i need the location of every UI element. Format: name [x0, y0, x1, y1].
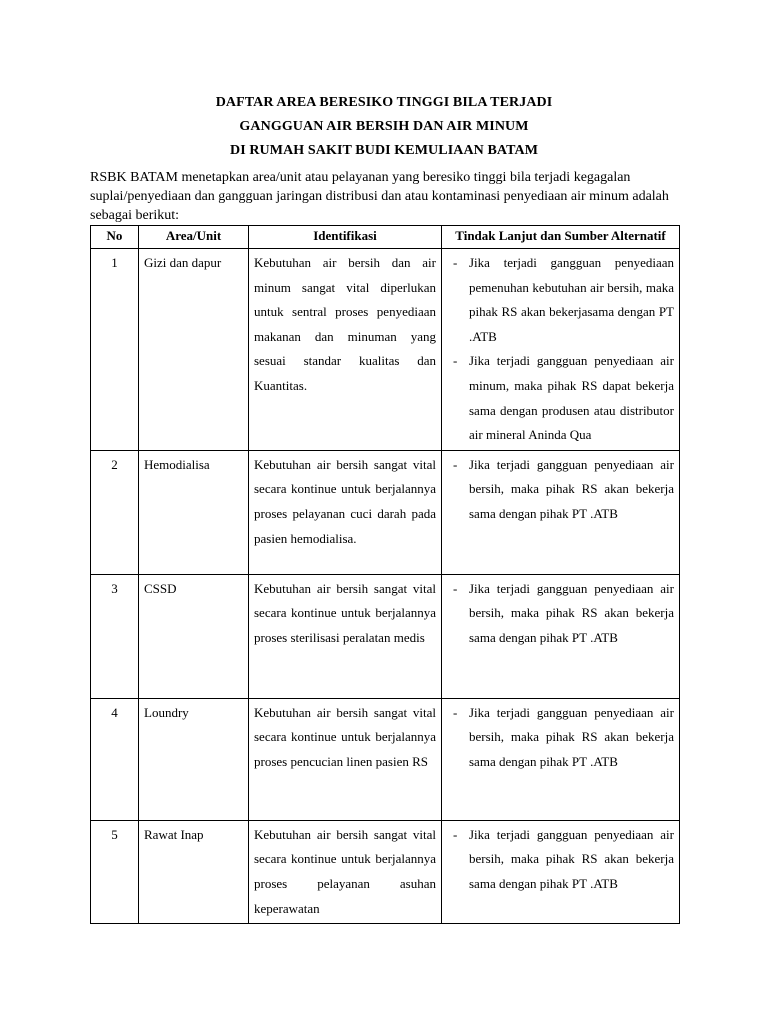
cell-identifikasi: Kebutuhan air bersih sangat vital secara kontinue untuk berjalannya proses pelayanan cuci darah pada pasien hemodialisa. — [249, 450, 442, 574]
table-row — [91, 450, 680, 574]
bullet-dash: - — [453, 353, 458, 369]
bullet-dash: - — [453, 255, 458, 270]
table-row — [91, 698, 680, 820]
tindak-lanjut-text: Jika terjadi gangguan penyediaan air bersih, maka pihak RS akan bekerja sama dengan pihak PT .ATB — [469, 580, 674, 645]
cell-no: 2 — [91, 450, 139, 574]
tindak-lanjut-text: Jika terjadi gangguan penyediaan pemenuhan kebutuhan air bersih, maka pihak RS akan bekerjasama dengan PT .ATB — [469, 255, 674, 344]
table-header-row — [91, 226, 680, 249]
cell-tindak-lanjut — [442, 820, 680, 923]
header-area-unit: Area/Unit — [139, 226, 249, 249]
cell-tindak-lanjut — [442, 698, 680, 820]
tindak-lanjut-text: Jika terjadi gangguan penyediaan air bersih, maka pihak RS akan bekerja sama dengan pihak PT .ATB — [469, 456, 674, 521]
tindak-lanjut-text: Jika terjadi gangguan penyediaan air minum, maka pihak RS dapat bekerja sama dengan produsen atau distributor air mineral Aninda Qua — [469, 353, 674, 443]
header-no: No — [91, 226, 139, 249]
cell-tindak-lanjut — [442, 574, 680, 698]
header-tindak-lanjut: Tindak Lanjut dan Sumber Alternatif — [442, 226, 680, 249]
risk-area-table — [90, 225, 680, 924]
cell-area: CSSD — [139, 574, 249, 698]
tindak-lanjut-text: Jika terjadi gangguan penyediaan air bersih, maka pihak RS akan bekerja sama dengan pihak PT .ATB — [469, 826, 674, 891]
cell-identifikasi: Kebutuhan air bersih sangat vital secara kontinue untuk berjalannya proses pelayanan asuhan keperawatan — [249, 820, 442, 923]
intro-paragraph: RSBK BATAM menetapkan area/unit atau pelayanan yang beresiko tinggi bila terjadi kegagalan suplai/penyediaan dan gangguan jaringan distribusi dan atau kontaminasi penyediaan air minum adalah sebagai berikut: — [90, 170, 669, 223]
tindak-lanjut-list — [447, 701, 674, 775]
bullet-dash: - — [453, 456, 458, 472]
cell-tindak-lanjut — [442, 450, 680, 574]
document-title — [0, 91, 768, 163]
cell-no: 5 — [91, 820, 139, 923]
list-item — [447, 251, 674, 349]
list-item — [447, 701, 674, 775]
cell-identifikasi: Kebutuhan air bersih sangat vital secara kontinue untuk berjalannya proses pencucian linen pasien RS — [249, 698, 442, 820]
tindak-lanjut-text: Jika terjadi gangguan penyediaan air bersih, maka pihak RS akan bekerja sama dengan pihak PT .ATB — [469, 704, 674, 769]
tindak-lanjut-list — [447, 577, 674, 651]
list-item — [447, 349, 674, 447]
cell-no: 4 — [91, 698, 139, 820]
tindak-lanjut-list — [447, 251, 674, 448]
header-identifikasi: Identifikasi — [249, 226, 442, 249]
cell-no: 3 — [91, 574, 139, 698]
title-line-1: DAFTAR AREA BERESIKO TINGGI BILA TERJADI — [215, 95, 553, 110]
title-line-3: DI RUMAH SAKIT BUDI KEMULIAAN BATAM — [229, 143, 539, 158]
cell-identifikasi: Kebutuhan air bersih dan air minum sangat vital diperlukan untuk sentral proses penyediaan makanan dan minuman yang sesuai standar kualitas dan Kuantitas. — [249, 249, 442, 451]
bullet-dash: - — [453, 826, 458, 842]
cell-no: 1 — [91, 249, 139, 451]
cell-area: Hemodialisa — [139, 450, 249, 574]
cell-area: Gizi dan dapur — [139, 249, 249, 451]
cell-area: Rawat Inap — [139, 820, 249, 923]
cell-identifikasi: Kebutuhan air bersih sangat vital secara kontinue untuk berjalannya proses sterilisasi peralatan medis — [249, 574, 442, 698]
list-item — [447, 577, 674, 651]
table-row — [91, 820, 680, 923]
list-item — [447, 823, 674, 897]
bullet-dash: - — [453, 580, 458, 596]
tindak-lanjut-list — [447, 823, 674, 897]
tindak-lanjut-list — [447, 453, 674, 527]
table-row — [91, 249, 680, 451]
table-row — [91, 574, 680, 698]
cell-tindak-lanjut — [442, 249, 680, 451]
title-line-2: GANGGUAN AIR BERSIH DAN AIR MINUM — [239, 119, 529, 134]
cell-area: Loundry — [139, 698, 249, 820]
bullet-dash: - — [453, 704, 458, 720]
list-item — [447, 453, 674, 527]
